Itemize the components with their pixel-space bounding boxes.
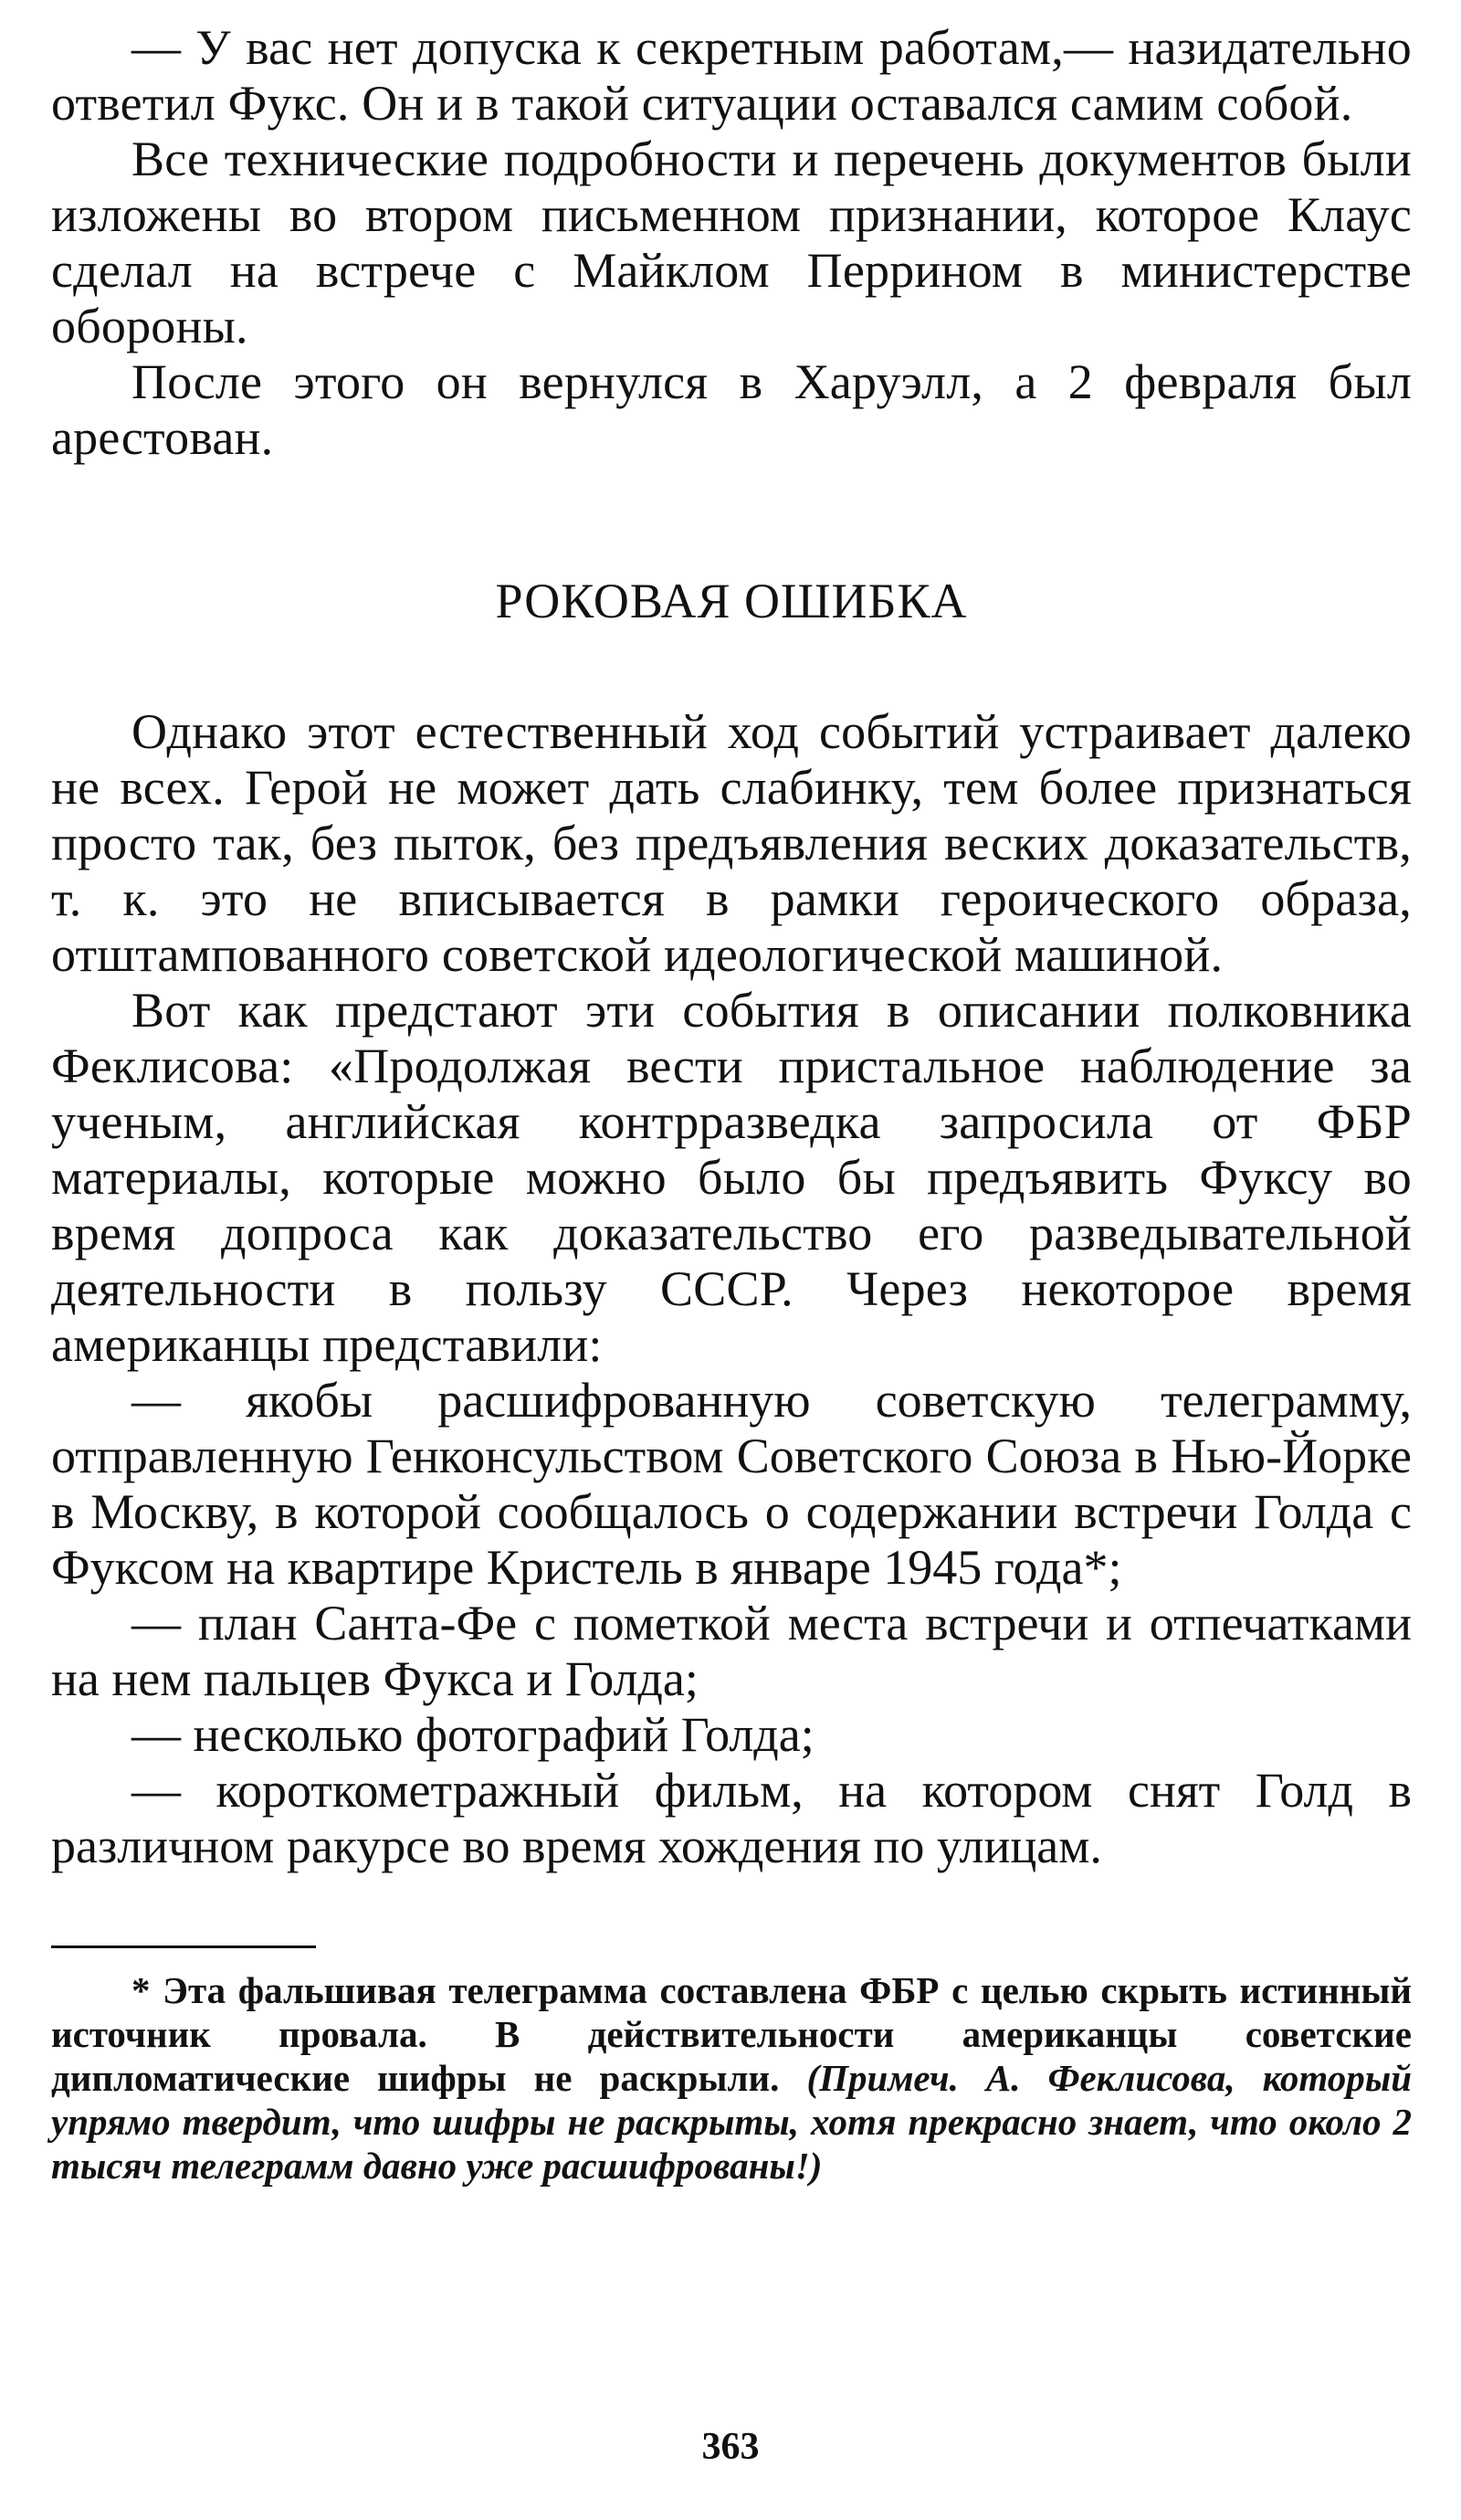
section-heading: РОКОВАЯ ОШИБКА — [495, 574, 968, 628]
footnote-mark: * — [131, 1969, 151, 2011]
footnote — [51, 1968, 1412, 2188]
list-item-photographs: — несколько фотографий Голда; — [131, 1707, 815, 1762]
footnote-divider — [51, 1945, 316, 1948]
paragraph-arrest: После этого он вернулся в Харуэлл, а 2 февраля был арестован. — [51, 354, 1412, 465]
paragraph-feklisov-account: Вот как предстают эти события в описании полковника Феклисова: «Продолжая вести пристальное наблюдение за ученым, английская контрразведка запросила от ФБР материалы, которые можно было бы предъявить Фуксу во время допроса как доказательство его разведывательной деятельности в пользу СССР. Через некоторое время американцы представили: — [51, 983, 1412, 1372]
paragraph-natural-course: Однако этот естественный ход событий устраивает далеко не всех. Герой не может дать слабинку, тем более признаться просто так, без пыток, без предъявления веских доказательств, т. к. это не вписывается в рамки героического образа, отштампованного советской идеологической машиной. — [51, 704, 1412, 982]
paragraph-second-confession: Все технические подробности и перечень документов были изложены во втором письменном признании, которое Клаус сделал на встрече с Майклом Перрином в министерстве обороны. — [51, 132, 1412, 353]
list-item-telegram: — якобы расшифрованную советскую телеграмму, отправленную Генконсульством Советского Союза в Нью-Йорке в Москву, в которой сообщалось о содержании встречи Голда с Фуксом на квартире Кристель в январе 1945 года*; — [51, 1373, 1412, 1595]
page-number: 363 — [701, 2426, 760, 2468]
paragraph-fuchs-reply: — У вас нет допуска к секретным работам,— назидательно ответил Фукс. Он и в такой ситуации оставался самим собой. — [51, 20, 1412, 131]
list-item-short-film: — короткометражный фильм, на котором снят Голд в различном ракурсе во время хождения по улицам. — [51, 1763, 1412, 1873]
book-page — [51, 20, 1412, 2188]
footnote-italic-note: (Примеч. А. Феклисова, который упрямо твердит, что шифры не раскрыты, хотя прекрасно знает, что около 2 тысяч телеграмм давно уже расшифрованы!) — [51, 2057, 1412, 2187]
footnote-text: Эта фальшивая телеграмма составлена ФБР с целью скрыть истинный источник провала. В действительности американцы советские дипломатические шифры не раскрыли. — [51, 1969, 1412, 2099]
list-item-santa-fe-plan: — план Санта-Фе с пометкой места встречи и отпечатками на нем пальцев Фукса и Голда; — [51, 1596, 1412, 1706]
